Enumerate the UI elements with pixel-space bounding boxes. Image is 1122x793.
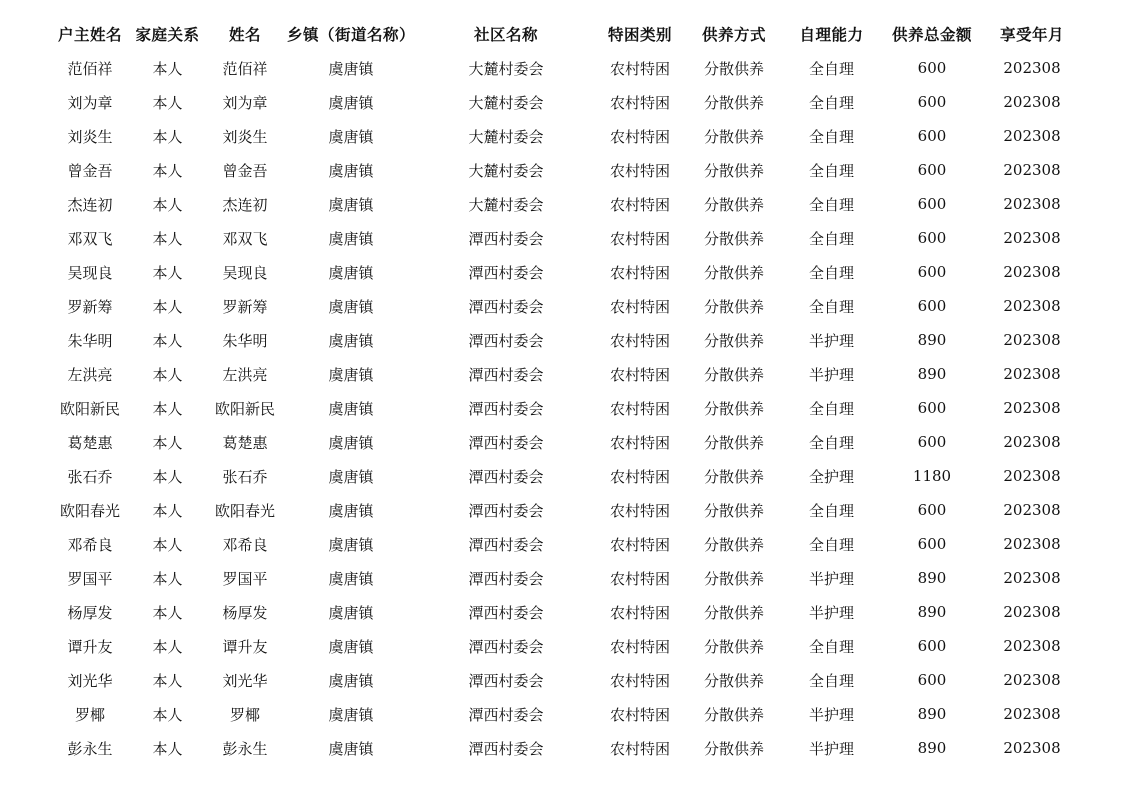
cell-family-relation: 本人 xyxy=(152,467,183,486)
header-support-method: 供养方式 xyxy=(701,25,766,44)
cell-hardship-category: 农村特困 xyxy=(609,433,670,452)
cell-support-method: 分散供养 xyxy=(703,399,764,418)
cell-householder-name: 彭永生 xyxy=(67,739,113,758)
cell-support-method: 分散供养 xyxy=(703,739,764,758)
cell-name: 欧阳新民 xyxy=(214,399,275,418)
cell-self-care-ability: 全自理 xyxy=(808,195,854,214)
cell-township: 虞唐镇 xyxy=(328,637,374,656)
cell-benefit-month: 202308 xyxy=(1003,127,1061,145)
cell-family-relation: 本人 xyxy=(152,433,183,452)
table-row xyxy=(50,527,1080,561)
cell-support-method: 分散供养 xyxy=(703,467,764,486)
cell-family-relation: 本人 xyxy=(152,365,183,384)
cell-community: 大麓村委会 xyxy=(468,161,544,180)
cell-community: 大麓村委会 xyxy=(468,195,544,214)
cell-total-amount: 600 xyxy=(917,501,947,519)
cell-township: 虞唐镇 xyxy=(328,297,374,316)
cell-support-method: 分散供养 xyxy=(703,433,764,452)
cell-support-method: 分散供养 xyxy=(703,705,764,724)
cell-support-method: 分散供养 xyxy=(703,671,764,690)
cell-total-amount: 890 xyxy=(917,365,947,383)
cell-self-care-ability: 半护理 xyxy=(808,569,854,588)
cell-name: 葛楚惠 xyxy=(222,433,268,452)
cell-self-care-ability: 全自理 xyxy=(808,161,854,180)
cell-name: 杨厚发 xyxy=(222,603,268,622)
cell-benefit-month: 202308 xyxy=(1003,705,1061,723)
cell-support-method: 分散供养 xyxy=(703,637,764,656)
cell-self-care-ability: 半护理 xyxy=(808,365,854,384)
cell-name: 邓希良 xyxy=(222,535,268,554)
cell-township: 虞唐镇 xyxy=(328,433,374,452)
cell-name: 刘炎生 xyxy=(222,127,268,146)
cell-total-amount: 890 xyxy=(917,331,947,349)
table-row xyxy=(50,629,1080,663)
cell-support-method: 分散供养 xyxy=(703,195,764,214)
cell-self-care-ability: 全自理 xyxy=(808,433,854,452)
cell-township: 虞唐镇 xyxy=(328,603,374,622)
cell-township: 虞唐镇 xyxy=(328,739,374,758)
cell-total-amount: 600 xyxy=(917,161,947,179)
cell-householder-name: 吴现良 xyxy=(67,263,113,282)
header-hardship-category: 特困类别 xyxy=(607,25,672,44)
cell-township: 虞唐镇 xyxy=(328,263,374,282)
support-recipients-sheet xyxy=(50,17,1080,765)
cell-householder-name: 欧阳新民 xyxy=(59,399,120,418)
cell-self-care-ability: 半护理 xyxy=(808,739,854,758)
cell-benefit-month: 202308 xyxy=(1003,229,1061,247)
cell-self-care-ability: 全自理 xyxy=(808,93,854,112)
cell-family-relation: 本人 xyxy=(152,535,183,554)
table-row xyxy=(50,187,1080,221)
cell-hardship-category: 农村特困 xyxy=(609,637,670,656)
cell-householder-name: 杰连初 xyxy=(67,195,113,214)
cell-family-relation: 本人 xyxy=(152,297,183,316)
cell-hardship-category: 农村特困 xyxy=(609,467,670,486)
cell-householder-name: 欧阳春光 xyxy=(59,501,120,520)
cell-hardship-category: 农村特困 xyxy=(609,399,670,418)
cell-township: 虞唐镇 xyxy=(328,399,374,418)
cell-benefit-month: 202308 xyxy=(1003,433,1061,451)
table-row xyxy=(50,697,1080,731)
cell-support-method: 分散供养 xyxy=(703,535,764,554)
cell-family-relation: 本人 xyxy=(152,161,183,180)
header-householder-name: 户主姓名 xyxy=(57,25,122,44)
table-row xyxy=(50,289,1080,323)
cell-total-amount: 600 xyxy=(917,195,947,213)
cell-hardship-category: 农村特困 xyxy=(609,331,670,350)
cell-hardship-category: 农村特困 xyxy=(609,195,670,214)
cell-township: 虞唐镇 xyxy=(328,161,374,180)
cell-householder-name: 罗国平 xyxy=(67,569,113,588)
cell-total-amount: 600 xyxy=(917,229,947,247)
cell-self-care-ability: 全自理 xyxy=(808,535,854,554)
cell-hardship-category: 农村特困 xyxy=(609,263,670,282)
cell-householder-name: 邓双飞 xyxy=(67,229,113,248)
header-benefit-month: 享受年月 xyxy=(999,25,1064,44)
cell-hardship-category: 农村特困 xyxy=(609,535,670,554)
cell-total-amount: 890 xyxy=(917,705,947,723)
cell-family-relation: 本人 xyxy=(152,603,183,622)
cell-benefit-month: 202308 xyxy=(1003,637,1061,655)
table-row xyxy=(50,731,1080,765)
cell-total-amount: 600 xyxy=(917,127,947,145)
cell-householder-name: 罗椰 xyxy=(74,705,105,724)
cell-hardship-category: 农村特困 xyxy=(609,739,670,758)
table-row xyxy=(50,85,1080,119)
cell-township: 虞唐镇 xyxy=(328,93,374,112)
table-row xyxy=(50,391,1080,425)
cell-family-relation: 本人 xyxy=(152,263,183,282)
cell-family-relation: 本人 xyxy=(152,671,183,690)
cell-name: 曾金吾 xyxy=(222,161,268,180)
cell-total-amount: 600 xyxy=(917,263,947,281)
cell-family-relation: 本人 xyxy=(152,637,183,656)
cell-community: 潭西村委会 xyxy=(468,467,544,486)
cell-community: 潭西村委会 xyxy=(468,229,544,248)
table-row xyxy=(50,493,1080,527)
cell-community: 潭西村委会 xyxy=(468,263,544,282)
cell-support-method: 分散供养 xyxy=(703,297,764,316)
cell-support-method: 分散供养 xyxy=(703,501,764,520)
cell-total-amount: 600 xyxy=(917,59,947,77)
cell-hardship-category: 农村特困 xyxy=(609,229,670,248)
cell-self-care-ability: 全自理 xyxy=(808,637,854,656)
table-row xyxy=(50,221,1080,255)
cell-benefit-month: 202308 xyxy=(1003,365,1061,383)
cell-support-method: 分散供养 xyxy=(703,365,764,384)
cell-community: 大麓村委会 xyxy=(468,127,544,146)
cell-name: 左洪亮 xyxy=(222,365,268,384)
cell-total-amount: 890 xyxy=(917,739,947,757)
cell-householder-name: 葛楚惠 xyxy=(67,433,113,452)
cell-name: 吴现良 xyxy=(222,263,268,282)
cell-householder-name: 范佰祥 xyxy=(67,59,113,78)
cell-community: 潭西村委会 xyxy=(468,365,544,384)
cell-support-method: 分散供养 xyxy=(703,59,764,78)
cell-hardship-category: 农村特困 xyxy=(609,705,670,724)
cell-householder-name: 罗新筹 xyxy=(67,297,113,316)
cell-community: 潭西村委会 xyxy=(468,671,544,690)
cell-community: 潭西村委会 xyxy=(468,705,544,724)
cell-hardship-category: 农村特困 xyxy=(609,603,670,622)
cell-hardship-category: 农村特困 xyxy=(609,93,670,112)
cell-township: 虞唐镇 xyxy=(328,705,374,724)
cell-name: 谭升友 xyxy=(222,637,268,656)
cell-township: 虞唐镇 xyxy=(328,569,374,588)
cell-benefit-month: 202308 xyxy=(1003,195,1061,213)
table-row xyxy=(50,357,1080,391)
cell-family-relation: 本人 xyxy=(152,59,183,78)
recipients-table xyxy=(50,17,1080,765)
cell-name: 刘为章 xyxy=(222,93,268,112)
cell-name: 杰连初 xyxy=(222,195,268,214)
cell-hardship-category: 农村特困 xyxy=(609,365,670,384)
cell-name: 范佰祥 xyxy=(222,59,268,78)
cell-community: 大麓村委会 xyxy=(468,93,544,112)
cell-family-relation: 本人 xyxy=(152,569,183,588)
cell-community: 潭西村委会 xyxy=(468,433,544,452)
cell-benefit-month: 202308 xyxy=(1003,263,1061,281)
cell-community: 潭西村委会 xyxy=(468,603,544,622)
cell-householder-name: 谭升友 xyxy=(67,637,113,656)
cell-name: 朱华明 xyxy=(222,331,268,350)
cell-hardship-category: 农村特困 xyxy=(609,59,670,78)
cell-total-amount: 600 xyxy=(917,399,947,417)
cell-family-relation: 本人 xyxy=(152,705,183,724)
header-name: 姓名 xyxy=(228,25,261,44)
cell-township: 虞唐镇 xyxy=(328,59,374,78)
header-community: 社区名称 xyxy=(473,25,538,44)
cell-community: 潭西村委会 xyxy=(468,501,544,520)
cell-householder-name: 曾金吾 xyxy=(67,161,113,180)
table-row xyxy=(50,153,1080,187)
cell-total-amount: 1180 xyxy=(912,467,952,485)
cell-benefit-month: 202308 xyxy=(1003,93,1061,111)
cell-support-method: 分散供养 xyxy=(703,331,764,350)
cell-name: 邓双飞 xyxy=(222,229,268,248)
cell-family-relation: 本人 xyxy=(152,229,183,248)
cell-township: 虞唐镇 xyxy=(328,195,374,214)
cell-family-relation: 本人 xyxy=(152,93,183,112)
cell-householder-name: 杨厚发 xyxy=(67,603,113,622)
table-row xyxy=(50,51,1080,85)
cell-self-care-ability: 全自理 xyxy=(808,671,854,690)
cell-benefit-month: 202308 xyxy=(1003,671,1061,689)
cell-self-care-ability: 全自理 xyxy=(808,297,854,316)
cell-support-method: 分散供养 xyxy=(703,263,764,282)
cell-name: 罗新筹 xyxy=(222,297,268,316)
cell-householder-name: 朱华明 xyxy=(67,331,113,350)
cell-support-method: 分散供养 xyxy=(703,603,764,622)
cell-community: 大麓村委会 xyxy=(468,59,544,78)
cell-name: 彭永生 xyxy=(222,739,268,758)
cell-householder-name: 刘为章 xyxy=(67,93,113,112)
cell-householder-name: 刘炎生 xyxy=(67,127,113,146)
cell-householder-name: 张石乔 xyxy=(67,467,113,486)
cell-name: 张石乔 xyxy=(222,467,268,486)
cell-family-relation: 本人 xyxy=(152,739,183,758)
cell-family-relation: 本人 xyxy=(152,127,183,146)
cell-self-care-ability: 半护理 xyxy=(808,331,854,350)
cell-family-relation: 本人 xyxy=(152,501,183,520)
table-row xyxy=(50,323,1080,357)
cell-total-amount: 600 xyxy=(917,637,947,655)
cell-benefit-month: 202308 xyxy=(1003,535,1061,553)
table-header-row xyxy=(50,17,1080,51)
header-total-amount: 供养总金额 xyxy=(891,25,972,44)
cell-township: 虞唐镇 xyxy=(328,467,374,486)
table-row xyxy=(50,663,1080,697)
cell-hardship-category: 农村特困 xyxy=(609,297,670,316)
cell-self-care-ability: 全自理 xyxy=(808,127,854,146)
cell-township: 虞唐镇 xyxy=(328,365,374,384)
cell-community: 潭西村委会 xyxy=(468,569,544,588)
cell-support-method: 分散供养 xyxy=(703,229,764,248)
header-self-care-ability: 自理能力 xyxy=(799,25,864,44)
table-body xyxy=(50,51,1080,765)
cell-total-amount: 890 xyxy=(917,569,947,587)
cell-benefit-month: 202308 xyxy=(1003,739,1061,757)
cell-total-amount: 890 xyxy=(917,603,947,621)
cell-name: 罗椰 xyxy=(229,705,260,724)
cell-total-amount: 600 xyxy=(917,93,947,111)
cell-family-relation: 本人 xyxy=(152,399,183,418)
cell-benefit-month: 202308 xyxy=(1003,603,1061,621)
table-row xyxy=(50,595,1080,629)
cell-self-care-ability: 全自理 xyxy=(808,59,854,78)
cell-township: 虞唐镇 xyxy=(328,501,374,520)
cell-self-care-ability: 全自理 xyxy=(808,399,854,418)
table-row xyxy=(50,459,1080,493)
cell-family-relation: 本人 xyxy=(152,331,183,350)
cell-benefit-month: 202308 xyxy=(1003,59,1061,77)
table-row xyxy=(50,425,1080,459)
cell-total-amount: 600 xyxy=(917,297,947,315)
cell-township: 虞唐镇 xyxy=(328,331,374,350)
cell-total-amount: 600 xyxy=(917,433,947,451)
table-row xyxy=(50,119,1080,153)
cell-benefit-month: 202308 xyxy=(1003,569,1061,587)
cell-support-method: 分散供养 xyxy=(703,161,764,180)
cell-self-care-ability: 半护理 xyxy=(808,705,854,724)
cell-total-amount: 600 xyxy=(917,671,947,689)
cell-benefit-month: 202308 xyxy=(1003,161,1061,179)
cell-township: 虞唐镇 xyxy=(328,127,374,146)
table-row xyxy=(50,561,1080,595)
cell-hardship-category: 农村特困 xyxy=(609,501,670,520)
cell-township: 虞唐镇 xyxy=(328,671,374,690)
cell-community: 潭西村委会 xyxy=(468,637,544,656)
cell-self-care-ability: 全自理 xyxy=(808,501,854,520)
cell-self-care-ability: 全自理 xyxy=(808,263,854,282)
cell-householder-name: 邓希良 xyxy=(67,535,113,554)
cell-self-care-ability: 半护理 xyxy=(808,603,854,622)
cell-community: 潭西村委会 xyxy=(468,399,544,418)
cell-householder-name: 左洪亮 xyxy=(67,365,113,384)
cell-benefit-month: 202308 xyxy=(1003,331,1061,349)
cell-support-method: 分散供养 xyxy=(703,93,764,112)
cell-family-relation: 本人 xyxy=(152,195,183,214)
cell-self-care-ability: 全自理 xyxy=(808,229,854,248)
header-family-relation: 家庭关系 xyxy=(135,25,200,44)
cell-benefit-month: 202308 xyxy=(1003,501,1061,519)
cell-name: 欧阳春光 xyxy=(214,501,275,520)
cell-hardship-category: 农村特困 xyxy=(609,569,670,588)
cell-benefit-month: 202308 xyxy=(1003,399,1061,417)
cell-hardship-category: 农村特困 xyxy=(609,671,670,690)
cell-support-method: 分散供养 xyxy=(703,569,764,588)
cell-support-method: 分散供养 xyxy=(703,127,764,146)
cell-name: 刘光华 xyxy=(222,671,268,690)
cell-benefit-month: 202308 xyxy=(1003,467,1061,485)
cell-name: 罗国平 xyxy=(222,569,268,588)
cell-community: 潭西村委会 xyxy=(468,535,544,554)
cell-hardship-category: 农村特困 xyxy=(609,161,670,180)
table-row xyxy=(50,255,1080,289)
cell-community: 潭西村委会 xyxy=(468,331,544,350)
cell-township: 虞唐镇 xyxy=(328,229,374,248)
cell-community: 潭西村委会 xyxy=(468,739,544,758)
header-township: 乡镇（街道名称） xyxy=(286,25,415,44)
cell-township: 虞唐镇 xyxy=(328,535,374,554)
cell-total-amount: 600 xyxy=(917,535,947,553)
cell-hardship-category: 农村特困 xyxy=(609,127,670,146)
cell-benefit-month: 202308 xyxy=(1003,297,1061,315)
cell-community: 潭西村委会 xyxy=(468,297,544,316)
cell-householder-name: 刘光华 xyxy=(67,671,113,690)
cell-self-care-ability: 全护理 xyxy=(808,467,854,486)
